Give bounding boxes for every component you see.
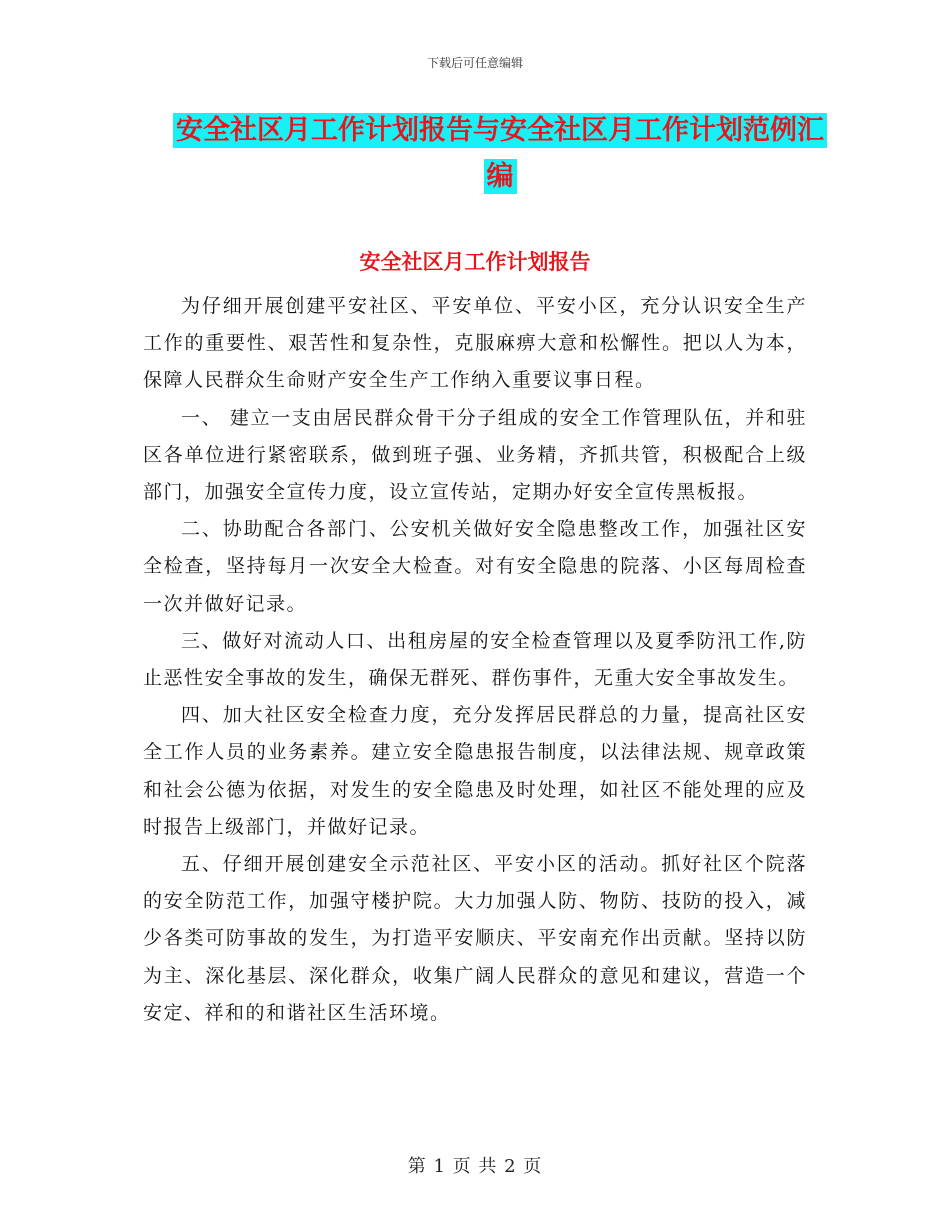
body-paragraph: 一、 建立一支由居民群众骨干分子组成的安全工作管理队伍，并和驻区各单位进行紧密联系，做到班子强、业务精，齐抓共管，积极配合上级部门，加强安全宣传力度，设立宣传站，定期办好安全宣传黑板报。: [143, 406, 807, 504]
document-body: [143, 288, 807, 1032]
section-title: 安全社区月工作计划报告: [359, 249, 591, 274]
body-paragraph: 四、加大社区安全检查力度，充分发挥居民群总的力量，提高社区安全工作人员的业务素养。建立安全隐患报告制度，以法律法规、规章政策和社会公德为依据，对发生的安全隐患及时处理，如社区不能处理的应及时报告上级部门，并做好记录。: [143, 704, 807, 838]
document-title-text: 安全社区月工作计划报告与安全社区月工作计划范例汇编: [173, 113, 827, 194]
body-paragraph: 五、仔细开展创建安全示范社区、平安小区的活动。抓好社区个院落的安全防范工作，加强守楼护院。大力加强人防、物防、技防的投入，减少各类可防事故的发生，为打造平安顺庆、平安南充作出贡献。坚持以防为主、深化基层、深化群众，收集广阔人民群众的意见和建议，营造一个安定、祥和的和谐社区生活环境。: [143, 853, 807, 1024]
header-note: 下载后可任意编辑: [426, 56, 523, 70]
body-paragraph: 三、做好对流动人口、出租房屋的安全检查管理以及夏季防汛工作,防止恶性安全事故的发生，确保无群死、群伤事件，无重大安全事故发生。: [143, 629, 807, 690]
page-footer: 第 1 页 共 2 页: [407, 1156, 543, 1177]
body-paragraph: 为仔细开展创建平安社区、平安单位、平安小区，充分认识安全生产工作的重要性、艰苦性和复杂性，克服麻痹大意和松懈性。把以人为本，保障人民群众生命财产安全生产工作纳入重要议事日程。: [143, 295, 807, 392]
body-paragraph: 二、协助配合各部门、公安机关做好安全隐患整改工作，加强社区安全检查，坚持每月一次安全大检查。对有安全隐患的院落、小区每周检查一次并做好记录。: [143, 518, 807, 615]
document-title: [170, 108, 830, 200]
